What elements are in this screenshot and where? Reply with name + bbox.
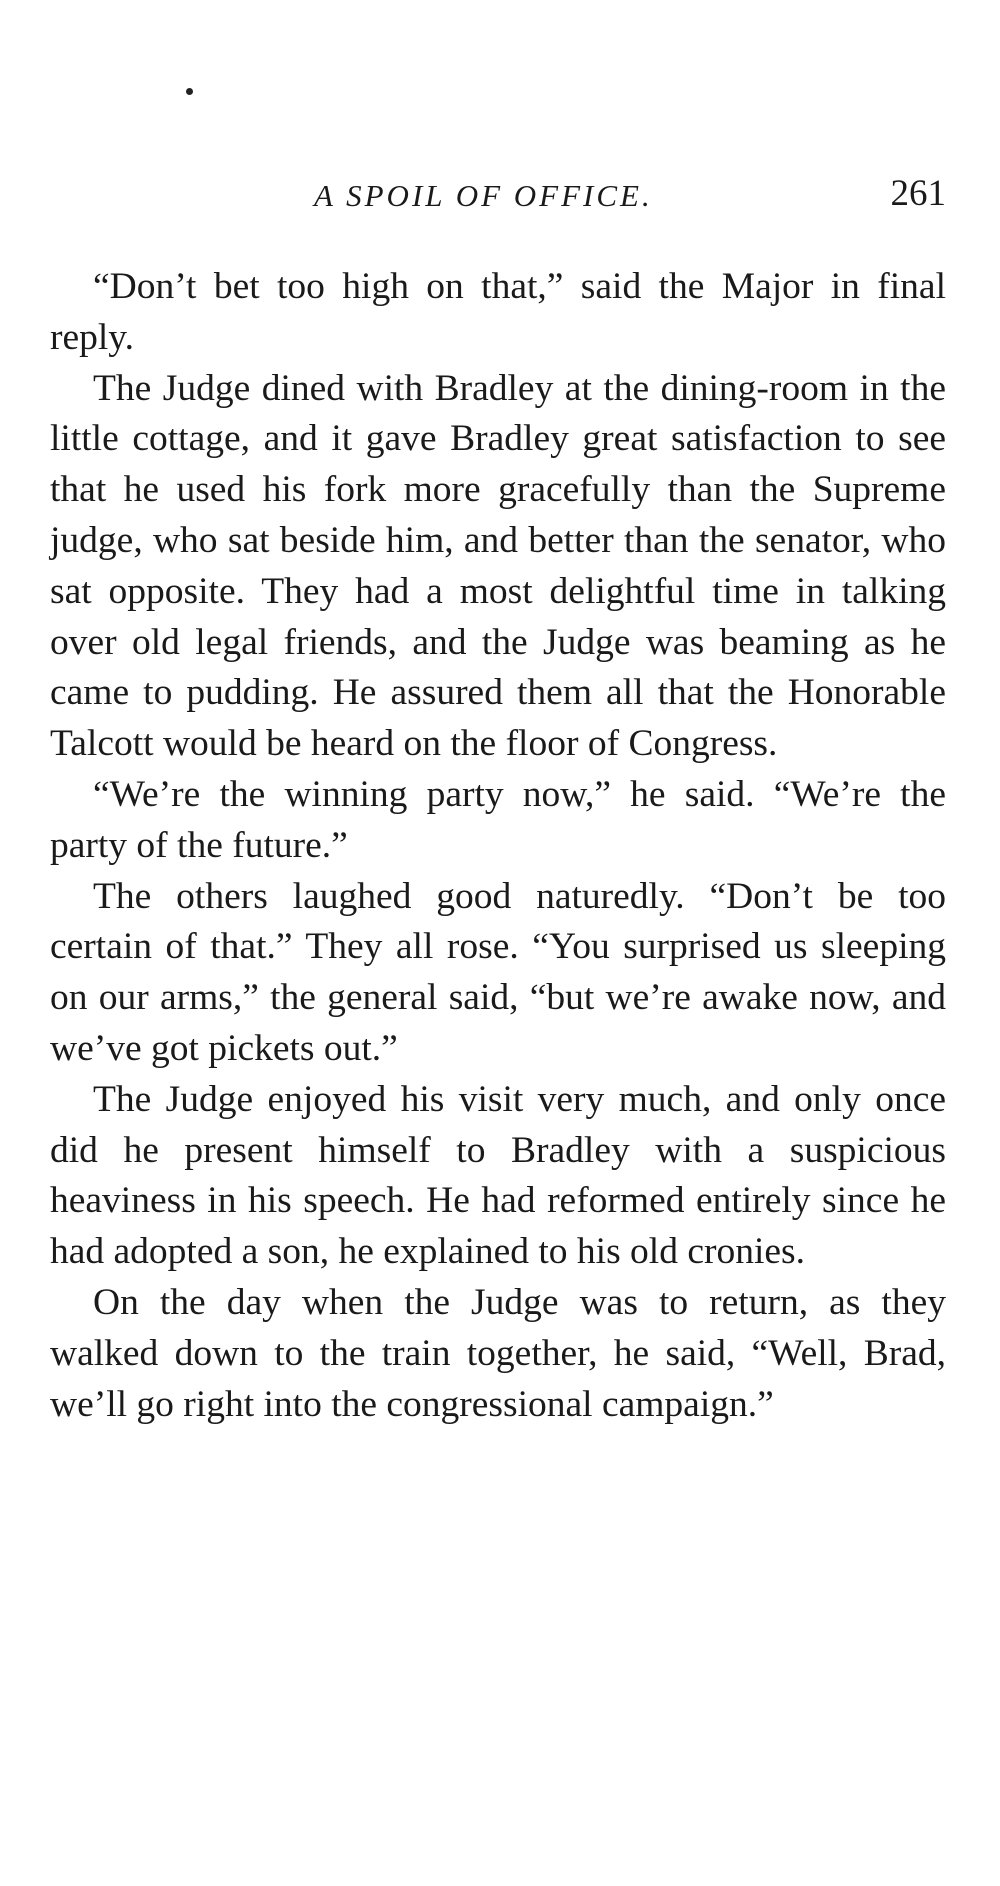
paragraph: “Don’t bet too high on that,” said the Major in final reply.	[50, 266, 946, 358]
page-number: 261	[890, 173, 946, 214]
body-text	[50, 262, 946, 1430]
paragraph: “We’re the winning party now,” he said. “We’re the party of the future.”	[50, 773, 946, 866]
paragraph: The Judge dined with Bradley at the dining-room in the little cottage, and it gave Bradley great satisfaction to see that he used his fork more gracefully than the Supreme judge, who sat beside him, and better than the senator, who sat opposite. They had a most delightful time in talking over old legal friends, and the Judge was beaming as he came to pudding. He assured them all that the Honorable Talcott would be heard on the floor of Congress.	[50, 367, 946, 765]
running-title: A SPOIL OF OFFICE.	[314, 178, 653, 213]
running-head	[50, 172, 946, 222]
paragraph: The Judge enjoyed his visit very much, and only once did he present himself to Bradley with a suspicious heaviness in his speech. He had reformed entirely since he had adopted a son, he explained to his old cronies.	[50, 1078, 946, 1273]
paragraph: On the day when the Judge was to return, as they walked down to the train together, he said, “Well, Brad, we’ll go right into the congressional campaign.”	[50, 1281, 946, 1425]
paragraph: The others laughed good naturedly. “Don’t be too certain of that.” They all rose. “You surprised us sleeping on our arms,” the general said, “but we’re awake now, and we’ve got pickets out.”	[50, 875, 946, 1069]
ink-speck	[186, 88, 193, 95]
